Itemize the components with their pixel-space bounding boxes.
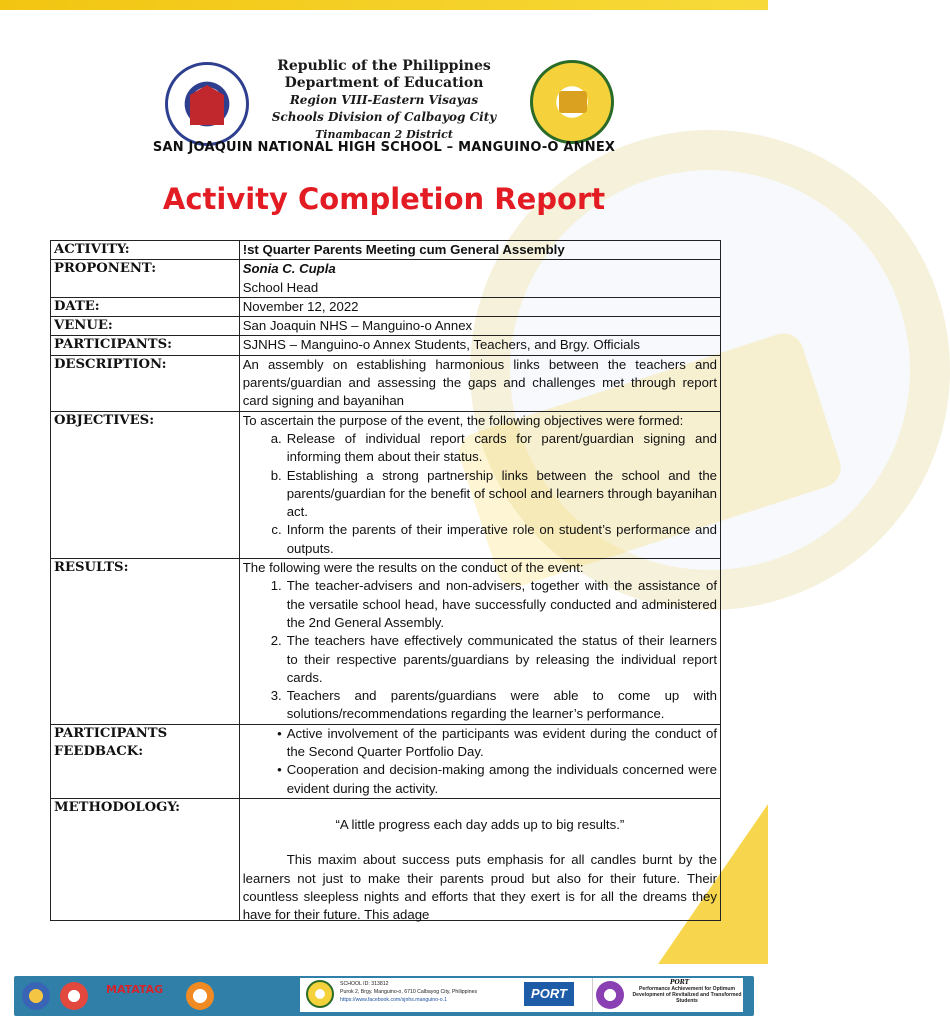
feedback-label-line1: PARTICIPANTS	[54, 725, 168, 741]
header-region: Region VIII-Eastern Visayas	[289, 93, 479, 107]
list-item	[243, 467, 717, 522]
list-marker: b.	[270, 467, 282, 483]
result-text: The teachers have effectively communicated the status of their learners to their respective parents/guardians by releasing the individual report cards.	[286, 633, 717, 685]
letterhead	[0, 58, 768, 143]
logo-icon	[22, 982, 50, 1010]
list-item	[243, 430, 717, 467]
list-marker: 1.	[270, 578, 282, 594]
objective-text: Inform the parents of their imperative role on student’s performance and outputs.	[286, 522, 717, 556]
row-methodology	[51, 798, 721, 920]
row-feedback	[51, 724, 721, 798]
row-date	[51, 297, 721, 316]
row-activity	[51, 241, 721, 260]
logo-icon	[186, 982, 214, 1010]
results-value	[239, 559, 720, 725]
results-intro: The following were the results on the conduct of the event:	[242, 560, 584, 576]
school-seal-icon	[306, 980, 334, 1008]
bullet: •	[277, 762, 282, 778]
methodology-content	[242, 816, 717, 923]
list-item	[243, 632, 717, 687]
result-text: Teachers and parents/guardians were able to come up with solutions/recommendations regarding the learner’s performance.	[286, 688, 717, 722]
methodology-quote: “A little progress each day adds up to big results.”	[335, 816, 625, 832]
row-venue	[51, 317, 721, 336]
top-yellow-band	[0, 0, 768, 10]
feedback-text: Cooperation and decision-making among the individuals concerned were evident during the activity.	[286, 762, 717, 796]
participants-label: PARTICIPANTS:	[51, 336, 240, 355]
row-results	[51, 559, 721, 725]
list-item	[243, 761, 717, 798]
list-marker: a.	[270, 430, 282, 446]
port-description: Performance Achievement for Optimum Development of Revitalized and Transformed Students	[632, 986, 742, 1004]
list-marker: c.	[271, 522, 282, 538]
facebook-link[interactable]: https://www.facebook.com/sjnhs.manguino-o.1	[340, 997, 447, 1003]
methodology-value	[239, 798, 720, 923]
feedback-value	[239, 724, 720, 798]
proponent-value	[239, 260, 720, 298]
venue-label: VENUE:	[51, 317, 240, 336]
report-title: Activity Completion Report	[162, 182, 606, 216]
list-item	[243, 687, 717, 724]
participants-value: SJNHS – Manguino-o Annex Students, Teachers, and Brgy. Officials	[239, 336, 720, 355]
school-name: SAN JOAQUIN NATIONAL HIGH SCHOOL – MANGUINO-O ANNEX	[152, 140, 616, 155]
row-description	[51, 355, 721, 411]
methodology-paragraph: This maxim about success puts emphasis for all candles burnt by the learners not just to make their parents proud but also for their future. Their countless sleepless nights and efforts that they exert is for all the dreams they have for their future. This adage	[242, 852, 717, 923]
objectives-intro: To ascertain the purpose of the event, the following objectives were formed:	[242, 412, 684, 428]
result-text: The teacher-advisers and non-advisers, together with the assistance of the versatile school head, have successfully conducted and administered the 2nd General Assembly.	[286, 578, 717, 630]
activity-value: !st Quarter Parents Meeting cum General Assembly	[239, 241, 720, 260]
logo-icon	[60, 982, 88, 1010]
description-value: An assembly on establishing harmonious links between the teachers and parents/guardian and assessing the gaps and challenges met through report card signing and bayanihan	[239, 355, 720, 411]
school-address: Purok 2, Brgy. Manguino-o, 6710 Calbayog City, Philippines	[340, 989, 478, 995]
proponent-label: PROPONENT:	[51, 260, 240, 298]
activity-label: ACTIVITY:	[51, 241, 240, 260]
header-division: Schools Division of Calbayog City	[271, 110, 497, 124]
port-title: PORT	[670, 979, 690, 986]
list-item	[243, 521, 717, 558]
date-label: DATE:	[51, 297, 240, 316]
school-id: SCHOOL ID: 313812	[340, 981, 389, 987]
list-marker: 3.	[270, 688, 282, 704]
objectives-value	[239, 411, 720, 558]
bullet: •	[277, 725, 282, 741]
header-republic: Republic of the Philippines	[277, 58, 491, 74]
proponent-position: School Head	[242, 279, 319, 295]
header-district: Tinambacan 2 District	[315, 128, 453, 141]
port-logo: PORT	[524, 982, 574, 1006]
proponent-name: Sonia C. Cupla	[242, 261, 336, 277]
row-objectives	[51, 411, 721, 558]
objectives-label: OBJECTIVES:	[51, 411, 240, 558]
matatag-logo: MATATAG	[106, 983, 164, 996]
date-value: November 12, 2022	[239, 297, 720, 316]
row-proponent	[51, 260, 721, 298]
description-label: DESCRIPTION:	[51, 355, 240, 411]
feedback-label-line2: FEEDBACK:	[54, 744, 144, 760]
list-item	[243, 725, 717, 762]
header-department: Department of Education	[284, 75, 484, 91]
objective-text: Establishing a strong partnership links between the school and the parents/guardian for the benefit of school and learners through bayanihan act.	[286, 467, 717, 520]
objective-text: Release of individual report cards for parent/guardian signing and informing them about their status.	[286, 430, 717, 465]
feedback-text: Active involvement of the participants was evident during the conduct of the Second Quarter Portfolio Day.	[286, 725, 717, 760]
list-item	[243, 577, 717, 632]
venue-value: San Joaquin NHS – Manguino-o Annex	[239, 317, 720, 336]
port-seal-icon	[596, 981, 624, 1009]
list-marker: 2.	[270, 633, 282, 649]
report-table	[50, 240, 721, 921]
results-label: RESULTS:	[51, 559, 240, 725]
row-participants	[51, 336, 721, 355]
methodology-label: METHODOLOGY:	[51, 798, 240, 920]
feedback-label	[51, 724, 240, 798]
